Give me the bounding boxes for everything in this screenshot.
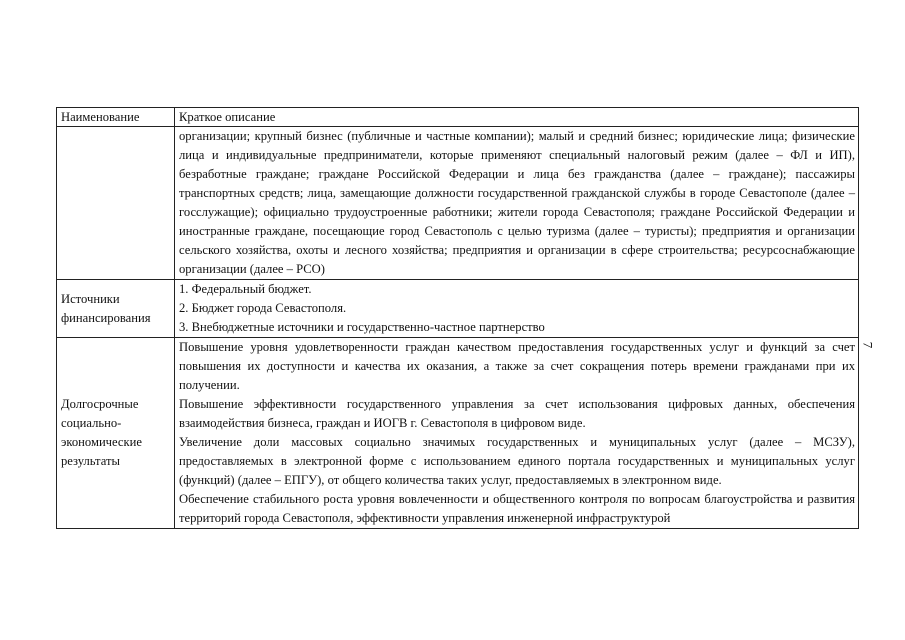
description-cell-financing bbox=[175, 280, 859, 338]
name-line: результаты bbox=[61, 454, 120, 468]
page-number: 7 bbox=[860, 341, 876, 349]
header-name-cell: Наименование bbox=[57, 108, 175, 127]
financing-source-item: 3. Внебюджетные источники и государственно-частное партнерство bbox=[179, 320, 545, 334]
table-row-results bbox=[57, 338, 859, 529]
result-paragraph: Повышение эффективности государственного управления за счет использования цифровых данных, обеспечения взаимодействия бизнеса, граждан и ИОГВ г. Севастополя в цифровом виде. bbox=[179, 397, 855, 430]
name-line: Долгосрочные bbox=[61, 397, 139, 411]
name-cell-empty bbox=[57, 127, 175, 280]
table-header-row bbox=[57, 108, 859, 127]
financing-source-item: 2. Бюджет города Севастополя. bbox=[179, 301, 347, 315]
name-line: социально- bbox=[61, 416, 122, 430]
name-line: финансирования bbox=[61, 310, 151, 325]
financing-source-item: 1. Федеральный бюджет. bbox=[179, 282, 312, 296]
description-table bbox=[56, 107, 859, 529]
description-cell-participants bbox=[175, 127, 859, 280]
description-cell-results bbox=[175, 338, 859, 529]
table-row-financing bbox=[57, 280, 859, 338]
result-paragraph: Обеспечение стабильного роста уровня вовлеченности и общественного контроля по вопросам благоустройства и развития территорий города Севастополя, эффективности управления инженерной инфраструктурой bbox=[179, 492, 855, 525]
name-cell-results bbox=[57, 338, 175, 529]
table-row-participants bbox=[57, 127, 859, 280]
name-cell-financing bbox=[57, 280, 175, 338]
name-line: экономические bbox=[61, 435, 142, 449]
participants-paragraph: организации; крупный бизнес (публичные и частные компании); малый и средний бизнес; юридические лица; физические лица и индивидуальные предприниматели, которые применяют специальный налоговый режим (далее – ФЛ и ИП), безработные граждане; граждане Российской Федерации и лица без гражданства (далее – граждане); пассажиры транспортных средств; лица, замещающие должности государственной гражданской службы в городе Севастополе (далее – госслужащие); официально трудоустроенные работники; жители города Севастополя; граждане Российской Федерации и иностранные граждане, посещающие город Севастополь с целью туризма (далее – туристы); предприятия и организации сельского хозяйства, охоты и лесного хозяйства; предприятия и организации в сфере строительства; ресурсоснабжающие организации (далее – РСО) bbox=[179, 129, 855, 276]
header-description-cell: Краткое описание bbox=[175, 108, 859, 127]
result-paragraph: Повышение уровня удовлетворенности граждан качеством предоставления государственных услуг и функций за счет повышения их доступности и качества их оказания, а также за счет сокращения потерь времени гражданами при их получении. bbox=[179, 340, 855, 392]
result-paragraph: Увеличение доли массовых социально значимых государственных и муниципальных услуг (далее – МСЗУ), предоставляемых в электронной форме с использованием единого портала государственных и муниципальных услуг (функций) (далее – ЕПГУ), от общего количества таких услуг, предоставляемых в электронном виде. bbox=[179, 435, 855, 487]
name-line: Источники bbox=[61, 291, 120, 306]
